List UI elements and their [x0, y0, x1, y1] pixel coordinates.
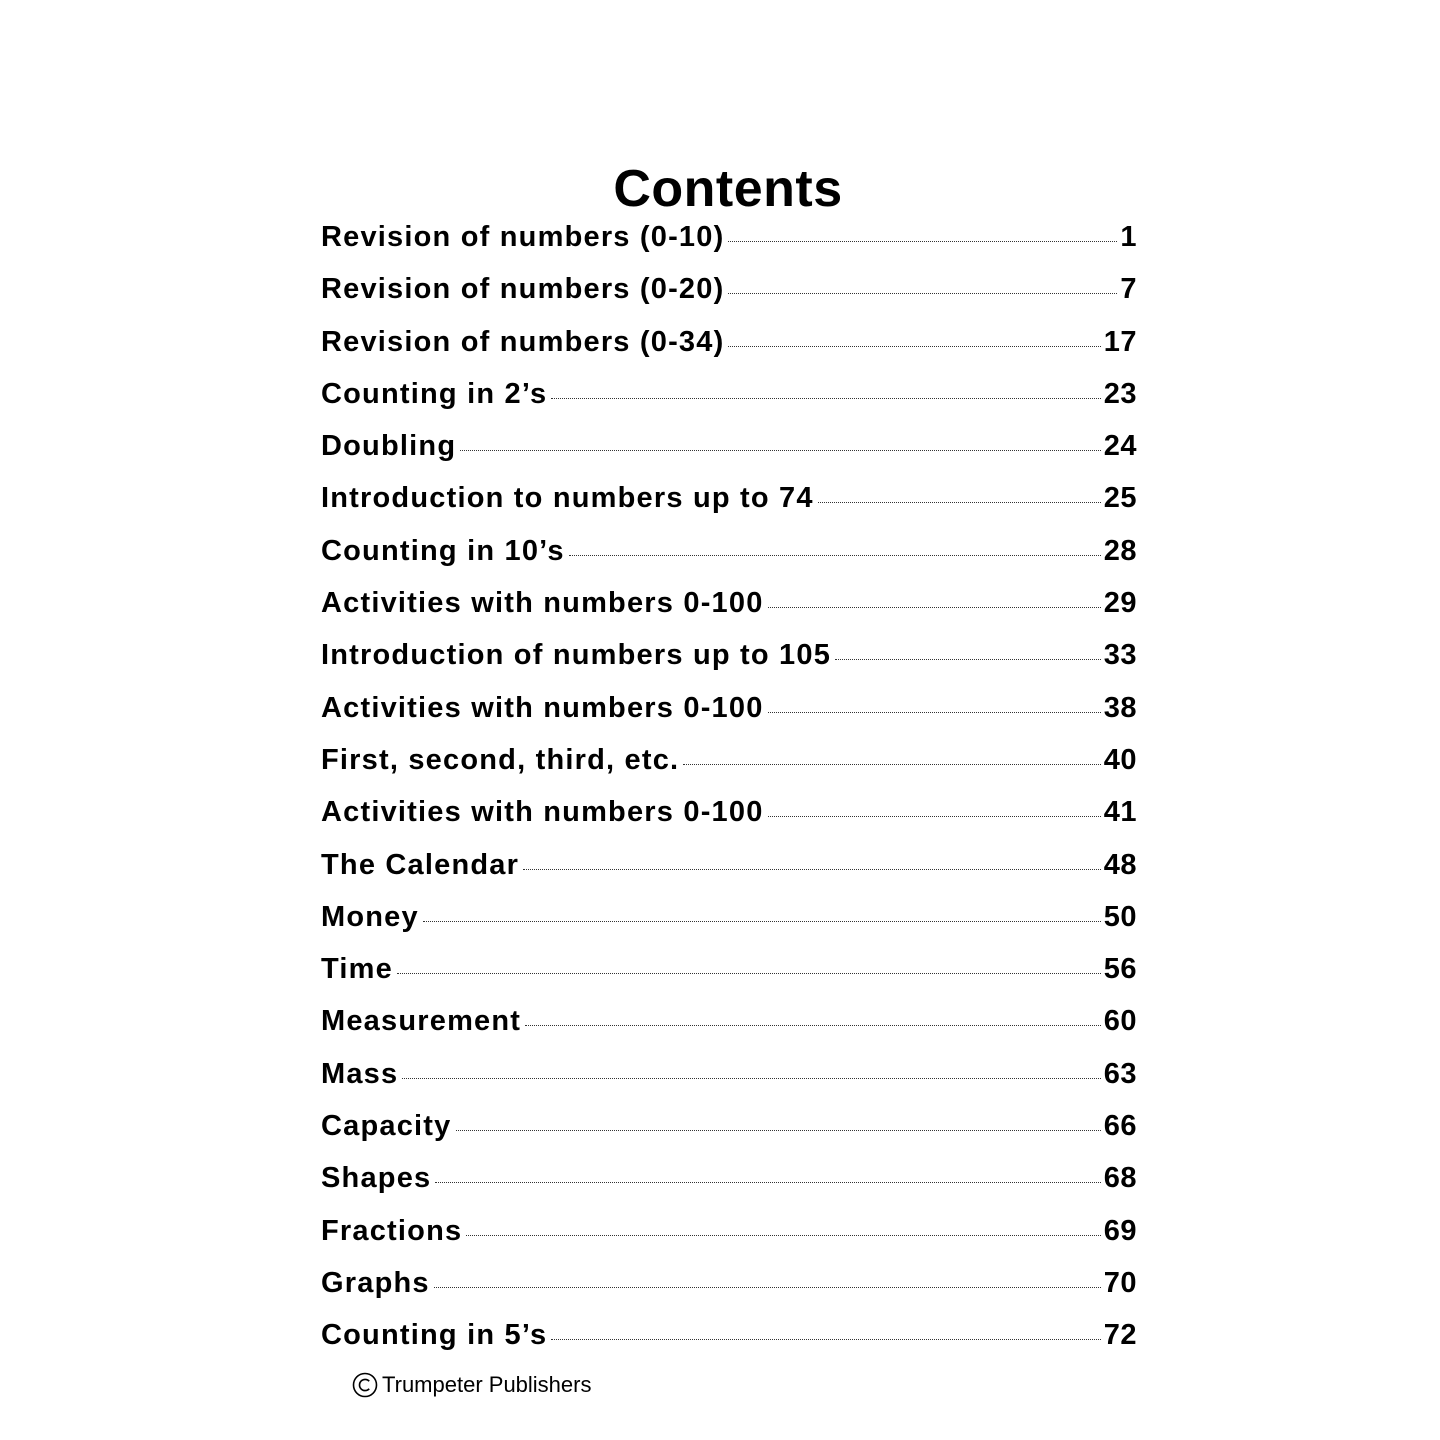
toc-entry-page-number: 7	[1120, 273, 1137, 306]
toc-entry-page-number: 56	[1103, 953, 1137, 986]
toc-entry-page-number: 48	[1103, 848, 1137, 881]
dot-leader	[523, 869, 1101, 870]
toc-entry-title: Fractions	[321, 1214, 463, 1247]
toc-entry-title: Counting in 2’s	[321, 377, 548, 410]
dot-leader	[569, 555, 1101, 556]
toc-entry-title: Activities with numbers 0-100	[321, 587, 764, 620]
toc-entry	[321, 211, 1137, 263]
toc-entry-page-number: 63	[1103, 1057, 1137, 1090]
toc-entry-page-number: 69	[1103, 1214, 1137, 1247]
toc-entry	[321, 943, 1137, 995]
dot-leader	[423, 921, 1101, 922]
toc-entry-page-number: 66	[1103, 1110, 1137, 1143]
dot-leader	[683, 764, 1100, 765]
toc-entry-title: Revision of numbers (0-10)	[321, 221, 725, 253]
publisher-name: Trumpeter Publishers	[382, 1372, 592, 1397]
dot-leader	[466, 1235, 1100, 1236]
dot-leader	[551, 398, 1100, 399]
dot-leader	[768, 816, 1101, 817]
toc-entry-title: Introduction to numbers up to 74	[321, 482, 814, 515]
dot-leader	[434, 1287, 1101, 1288]
toc-entry	[321, 472, 1137, 524]
dot-leader	[768, 607, 1101, 608]
dot-leader	[551, 1339, 1100, 1340]
toc-entry-page-number: 38	[1103, 691, 1137, 724]
toc-entry-title: Activities with numbers 0-100	[321, 691, 764, 724]
toc-entry	[321, 368, 1137, 420]
dot-leader	[460, 450, 1101, 451]
toc-entry-page-number: 33	[1103, 639, 1137, 672]
toc-entry-page-number: 41	[1103, 796, 1137, 829]
dot-leader	[397, 973, 1101, 974]
toc-entry-title: Counting in 5’s	[321, 1319, 548, 1352]
toc-entry	[321, 1100, 1137, 1152]
dot-leader	[818, 502, 1101, 503]
toc-entry	[321, 1048, 1137, 1100]
copyright-icon	[352, 1372, 378, 1398]
toc-entry-title: Measurement	[321, 1005, 522, 1038]
toc-entry-title: Money	[321, 900, 419, 933]
dot-leader	[728, 293, 1117, 294]
toc-entry-page-number: 70	[1103, 1266, 1137, 1299]
toc-entry-title: Activities with numbers 0-100	[321, 796, 764, 829]
toc-entry-title: Revision of numbers (0-20)	[321, 273, 725, 306]
toc-entry-page-number: 60	[1103, 1005, 1137, 1038]
toc-entry-page-number: 25	[1103, 482, 1137, 515]
toc-entry	[321, 1205, 1137, 1257]
toc-entry	[321, 1152, 1137, 1204]
toc-entry-page-number: 40	[1103, 743, 1137, 776]
toc-entry	[321, 629, 1137, 681]
dot-leader	[525, 1025, 1101, 1026]
dot-leader	[728, 241, 1117, 242]
dot-leader	[768, 712, 1101, 713]
toc-entry-title: Counting in 10’s	[321, 534, 565, 567]
dot-leader	[456, 1130, 1101, 1131]
toc-entry	[321, 734, 1137, 786]
toc-entry	[321, 1309, 1137, 1361]
toc-entry-title: Mass	[321, 1057, 399, 1090]
toc-entry	[321, 995, 1137, 1047]
toc-entry-page-number: 29	[1103, 587, 1137, 620]
toc-entry	[321, 891, 1137, 943]
toc-entry-page-number: 17	[1103, 325, 1137, 358]
toc-entry-title: Capacity	[321, 1110, 452, 1143]
toc-entry-page-number: 28	[1103, 534, 1137, 567]
toc-entry	[321, 682, 1137, 734]
copyright-notice	[352, 1370, 591, 1400]
toc-entry	[321, 1257, 1137, 1309]
dot-leader	[728, 346, 1100, 347]
toc-entry-page-number: 23	[1103, 377, 1137, 410]
toc-entry-page-number: 1	[1120, 221, 1137, 253]
toc-entry-title: Time	[321, 953, 393, 986]
toc-entry-title: Graphs	[321, 1266, 430, 1299]
table-of-contents	[321, 211, 1137, 1362]
dot-leader	[835, 659, 1101, 660]
toc-entry-title: First, second, third, etc.	[321, 743, 680, 776]
toc-entry	[321, 525, 1137, 577]
toc-entry	[321, 316, 1137, 368]
toc-entry-page-number: 68	[1103, 1162, 1137, 1195]
dot-leader	[402, 1078, 1100, 1079]
toc-entry-title: The Calendar	[321, 848, 520, 881]
toc-entry-title: Shapes	[321, 1162, 432, 1195]
toc-entry-page-number: 24	[1103, 430, 1137, 463]
toc-entry-page-number: 72	[1103, 1319, 1137, 1352]
toc-entry-title: Introduction of numbers up to 105	[321, 639, 832, 672]
toc-entry-title: Revision of numbers (0-34)	[321, 325, 725, 358]
toc-entry	[321, 420, 1137, 472]
toc-entry	[321, 839, 1137, 891]
dot-leader	[435, 1182, 1100, 1183]
toc-entry	[321, 263, 1137, 315]
page-title: Contents	[613, 159, 843, 218]
toc-entry	[321, 577, 1137, 629]
toc-entry	[321, 786, 1137, 838]
toc-entry-title: Doubling	[321, 430, 457, 463]
toc-entry-page-number: 50	[1103, 900, 1137, 933]
